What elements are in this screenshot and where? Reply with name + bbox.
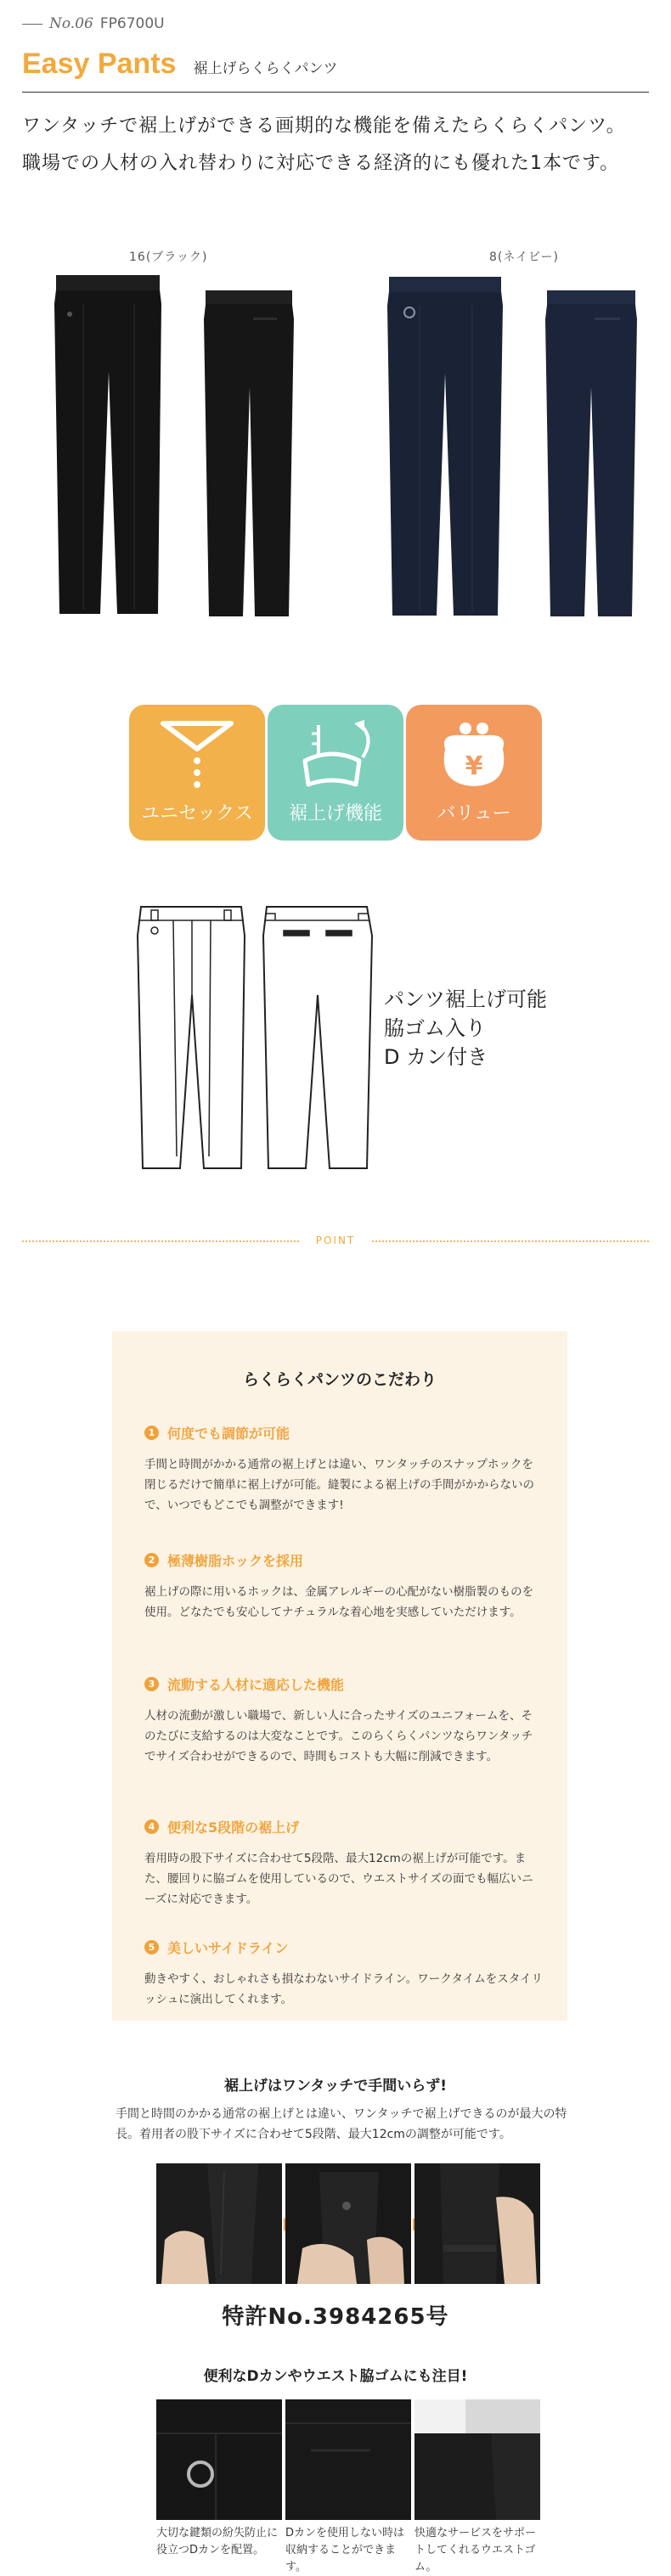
point-heading	[144, 1674, 544, 1694]
navy-pants-front-photo	[386, 272, 505, 620]
points-box	[112, 1331, 567, 2021]
point-item	[144, 1550, 544, 1623]
d-ring-photo	[156, 2399, 282, 2520]
intro-line-1: ワンタッチで裾上げができる画期的な機能を備えたらくらくパンツ。	[22, 115, 626, 137]
point-heading	[144, 1938, 544, 1957]
point-body: 動きやすく、おしゃれさも損なわないサイドライン。ワークタイムをスタイリッシュに演出してくれます。	[144, 1972, 543, 2006]
item-number: No.06	[49, 15, 93, 32]
point-label: POINT	[315, 1235, 356, 1246]
point-title: 流動する人材に適応した機能	[167, 1677, 345, 1693]
waist-elastic-photo	[414, 2399, 540, 2520]
black-pants-front-photo	[53, 270, 163, 618]
feature-label-value: バリュー	[437, 803, 511, 824]
d-ring-stored-photo	[285, 2399, 411, 2520]
hem-adjust-icon	[293, 717, 378, 793]
feature-label-hem: 裾上げ機能	[288, 803, 382, 824]
point-divider	[22, 1235, 649, 1248]
point-item	[144, 1938, 544, 2010]
sketch-line-3: D カン付き	[384, 1045, 488, 1069]
point-title: 便利な5段階の裾上げ	[167, 1820, 300, 1836]
product-title: Easy Pants	[22, 48, 177, 80]
pants-technical-drawing	[134, 902, 381, 1173]
point-number: 1	[144, 1426, 159, 1440]
point-item	[144, 1674, 544, 1767]
point-body: 裾上げの際に用いるホックは、金属アレルギーの心配がない樹脂製のものを使用。どなたでも安心してナチュラルな着心地を実感していただけます。	[144, 1585, 534, 1619]
svg-text:¥: ¥	[465, 751, 483, 781]
hem-step-photo-2	[285, 2163, 411, 2284]
point-title: 何度でも調節が可能	[167, 1426, 290, 1442]
point-number: 3	[144, 1677, 159, 1691]
point-number: 4	[144, 1820, 159, 1834]
detail-section-title: 便利なDカンやウエスト脇ゴムにも注目!	[203, 2368, 468, 2385]
d-ring-graphic	[156, 2399, 282, 2520]
hem-photo-3-graphic	[414, 2163, 540, 2284]
point-body: 手間と時間がかかる通常の裾上げとは違い、ワンタッチのスナップホックを閉じるだけで簡単に裾上げが可能。縫製による裾上げの手間がかからないので、いつでもどこでも調整ができます!	[144, 1458, 534, 1512]
point-heading	[144, 1550, 544, 1570]
hem-section-body: 手間と時間のかかる通常の裾上げとは違い、ワンタッチで裾上げできるのが最大の特長。着用者の股下サイズに合わせて5段階、最大12cmの調整が可能です。	[116, 2107, 567, 2141]
navy-pants-back-photo	[544, 285, 639, 621]
feature-tile-value	[406, 705, 542, 841]
collar-icon	[155, 717, 240, 793]
point-body: 人材の流動が激しい職場で、新しい人に合ったサイズのユニフォームを、そのたびに支給するのは大変なことです。このらくらくパンツならワンタッチでサイズ合わせができるので、時間もコストも大幅に削減できます。	[144, 1709, 533, 1763]
point-item	[144, 1817, 544, 1910]
point-heading	[144, 1423, 544, 1443]
product-subtitle: 裾上げらくらくパンツ	[193, 60, 338, 77]
sketch-line-2: 脇ゴム入り	[384, 1016, 486, 1040]
hem-step-photo-1	[156, 2163, 282, 2284]
point-body: 着用時の股下サイズに合わせて5段階、最大12cmの裾上げが可能です。また、腰回りに脇ゴムを使用しているので、ウエストサイズの面でも幅広いニーズに対応できます。	[144, 1852, 533, 1906]
sketch-line-1: パンツ裾上げ可能	[384, 987, 547, 1011]
caption-waist-elastic: 快適なサービスをサポートしてくれるウエストゴム。	[414, 2527, 537, 2573]
feature-tile-hem	[268, 705, 403, 841]
d-ring-stored-graphic	[285, 2399, 411, 2520]
point-title: 美しいサイドライン	[167, 1940, 289, 1956]
caption-d-ring-stored: Dカンを使用しない時は収納することができます。	[285, 2527, 405, 2573]
hem-photo-1-graphic	[156, 2163, 282, 2284]
waist-elastic-graphic	[414, 2399, 540, 2520]
navy-color-label: 8(ネイビー)	[489, 250, 559, 264]
intro-line-2: 職場での人材の入れ替わりに対応できる経済的にも優れた1本です。	[22, 153, 620, 174]
sketch-features	[384, 985, 547, 1071]
hem-photo-2-graphic	[285, 2163, 411, 2284]
hem-step-photo-3	[414, 2163, 540, 2284]
point-heading	[144, 1817, 544, 1836]
point-title: 極薄樹脂ホックを採用	[167, 1553, 304, 1569]
patent-number: 特許No.3984265号	[222, 2304, 449, 2330]
title-row	[22, 48, 337, 81]
point-number: 2	[144, 1553, 159, 1567]
header-dash	[22, 24, 42, 25]
model-code: FP6700U	[99, 15, 165, 32]
yen-purse-icon	[431, 717, 516, 793]
point-item	[144, 1423, 544, 1516]
hem-section-title: 裾上げはワンタッチで手間いらず!	[223, 2078, 448, 2095]
point-number: 5	[144, 1940, 159, 1954]
feature-label-unisex: ユニセックス	[141, 803, 253, 824]
dotted-line-right	[372, 1240, 649, 1242]
points-box-title: らくらくパンツのこだわり	[242, 1370, 437, 1389]
caption-d-ring: 大切な鍵類の紛失防止に役立つDカンを配置。	[156, 2527, 279, 2556]
product-number	[22, 15, 165, 32]
header-divider	[22, 92, 649, 93]
black-color-label: 16(ブラック)	[129, 250, 208, 264]
feature-tile-unisex	[129, 705, 265, 841]
black-pants-back-photo	[202, 285, 296, 621]
